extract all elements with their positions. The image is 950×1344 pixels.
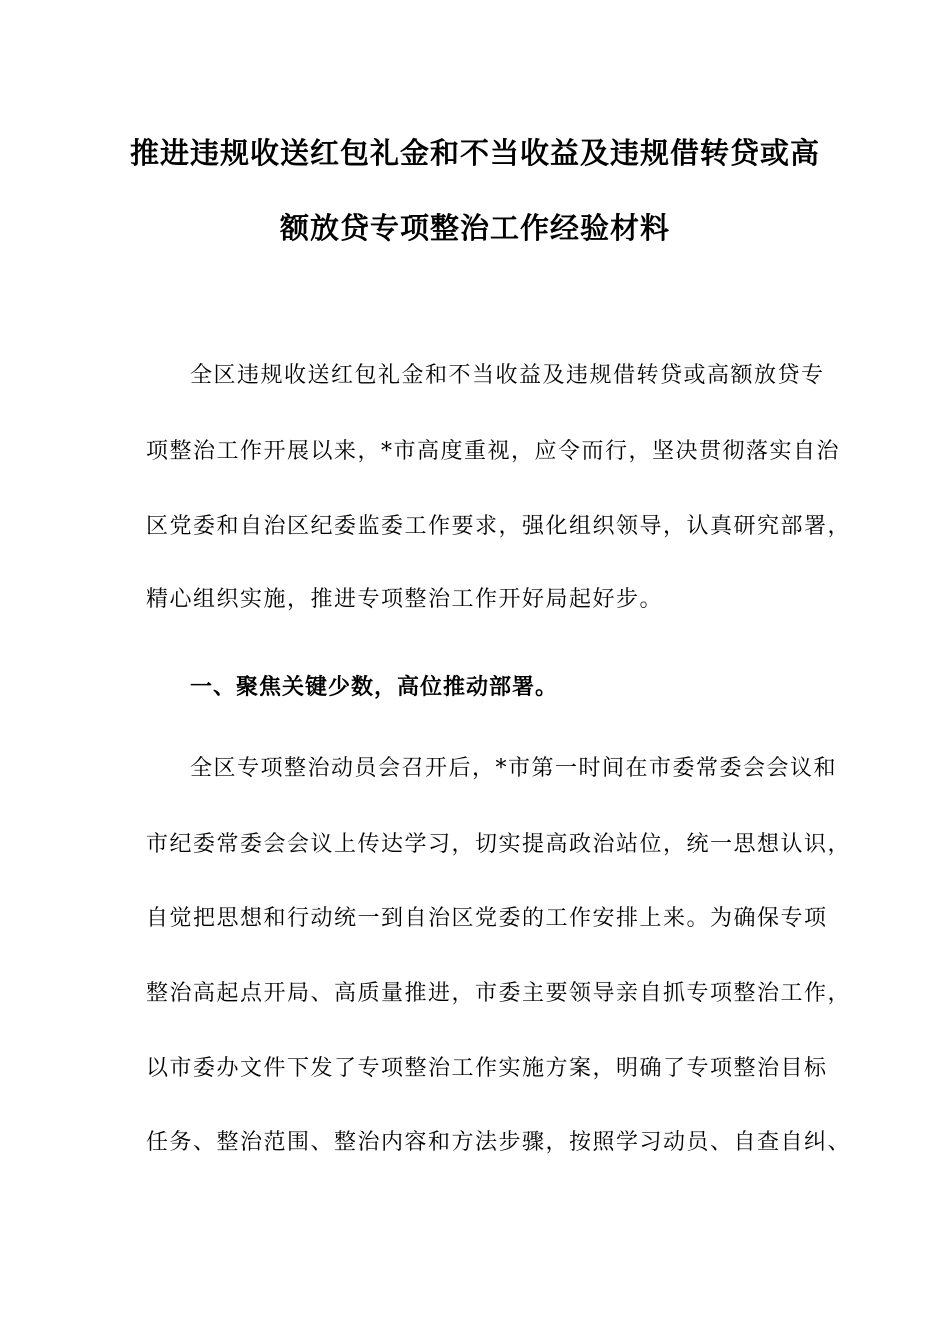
paragraph-2-line-5: 以市委办文件下发了专项整治工作实施方案，明确了专项整治目标 <box>146 1056 828 1081</box>
paragraph-2-line-4: 整治高起点开局、高质量推进，市委主要领导亲自抓专项整治工作， <box>146 981 852 1006</box>
paragraph-2-line-6: 任务、整治范围、整治内容和方法步骤，按照学习动员、自查自纠、 <box>146 1130 852 1155</box>
paragraph-2-line-2: 市纪委常委会会议上传达学习，切实提高政治站位，统一思想认识， <box>146 832 852 857</box>
paragraph-1-line-2: 项整治工作开展以来，*市高度重视，应令而行，坚决贯彻落实自治 <box>146 439 841 464</box>
paragraph-2-line-3: 自觉把思想和行动统一到自治区党委的工作安排上来。为确保专项 <box>146 906 828 931</box>
section-1-heading: 一、聚焦关键少数，高位推动部署。 <box>190 675 559 700</box>
paragraph-2-line-1: 全区专项整治动员会召开后，*市第一时间在市委常委会会议和 <box>190 756 838 781</box>
document-title-line-2: 额放贷专项整治工作经验材料 <box>279 211 670 245</box>
paragraph-1-line-3: 区党委和自治区纪委监委工作要求，强化组织领导，认真研究部署， <box>146 514 852 539</box>
document-title-line-1: 推进违规收送红包礼金和不当收益及违规借转贷或高 <box>129 136 820 170</box>
paragraph-1-line-4: 精心组织实施，推进专项整治工作开好局起好步。 <box>146 587 664 612</box>
paragraph-1-line-1: 全区违规收送红包礼金和不当收益及违规借转贷或高额放贷专 <box>190 363 825 388</box>
